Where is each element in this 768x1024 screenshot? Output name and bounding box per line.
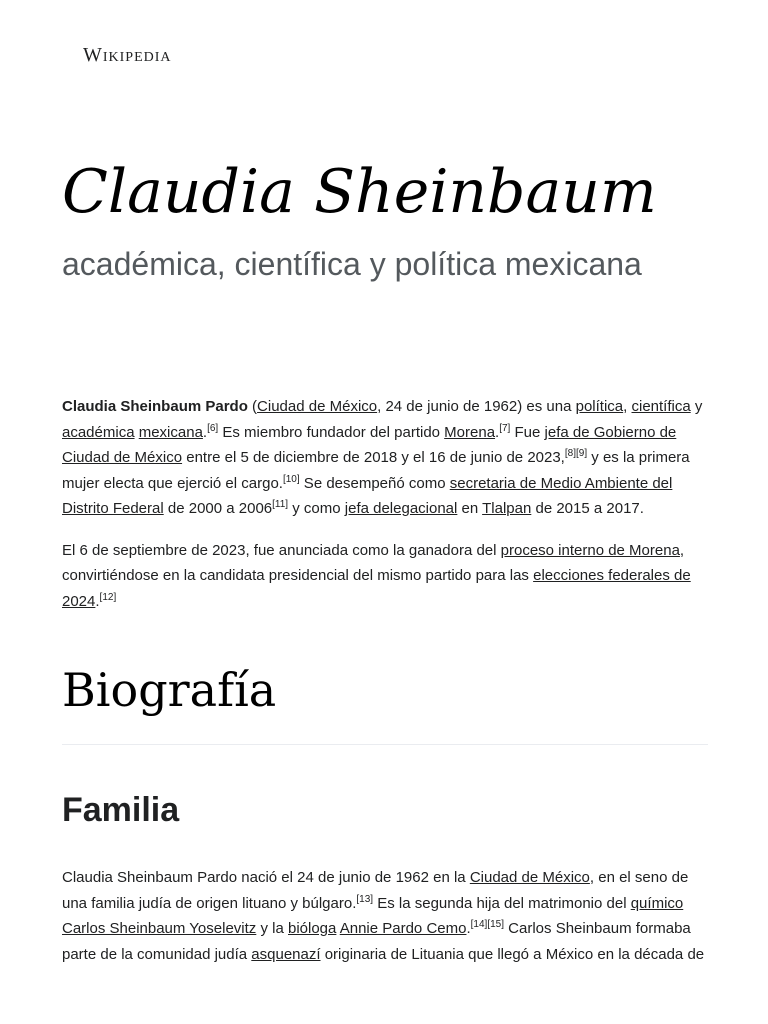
reference-13[interactable]: [13] [356, 893, 374, 905]
intro-paragraph-1: Claudia Sheinbaum Pardo (Ciudad de México, 24 de junio de 1962) es una política, científica y académica mexicana.[6] Es miembro fundador del partido Morena.[7] Fue jefa de Gobierno de Ciudad de México entre el 5 de diciembre de 2018 y el 16 de junio de 2023,[8][9] y es la primera mujer electa que ejerció el cargo.[10] Se desempeñó como secretaria de Medio Ambiente del Distrito Federal de 2000 a 2006[11] y como jefa delegacional en Tlalpan de 2015 a 2017. [62, 398, 703, 517]
link-politica[interactable]: política [575, 398, 624, 415]
link-proceso-interno-morena[interactable]: proceso interno de Morena [500, 541, 680, 559]
familia-paragraph-1: Claudia Sheinbaum Pardo nació el 24 de junio de 1962 en la Ciudad de México, en el seno de una familia judía de origen lituano y búlgaro.[13] Es la segunda hija del matrimonio del químico Carlos Sheinbaum Yoselevitz y la bióloga Annie Pardo Cemo.[14][15] Carlos Sheinbaum formaba parte de la comunidad judía asquenazí originaria de Lituania que llegó a México en la década de [62, 869, 705, 963]
reference-9[interactable]: [9] [575, 448, 588, 459]
link-ciudad-de-mexico[interactable]: Ciudad de México [257, 398, 378, 415]
reference-12[interactable]: [12] [99, 591, 117, 603]
link-academica[interactable]: académica [62, 423, 135, 441]
reference-8[interactable]: [8] [564, 448, 576, 459]
subject-name: Claudia Sheinbaum Pardo [62, 398, 248, 415]
reference-14[interactable]: [14] [470, 919, 488, 930]
link-ciudad-de-mexico-2[interactable]: Ciudad de México [469, 869, 590, 886]
reference-10[interactable]: [10] [282, 473, 300, 485]
page-title: Claudia Sheinbaum [62, 157, 657, 227]
reference-15[interactable]: [15] [487, 919, 505, 930]
wikipedia-logo[interactable]: Wikipedia [83, 44, 172, 66]
link-biologa[interactable]: bióloga [287, 920, 337, 937]
link-morena[interactable]: Morena [444, 423, 496, 441]
link-annie-pardo-cemo[interactable]: Annie Pardo Cemo [339, 920, 467, 937]
reference-11[interactable]: [11] [272, 499, 289, 510]
reference-7[interactable]: [7] [499, 422, 511, 434]
link-mexicana[interactable]: mexicana [138, 423, 203, 441]
link-carlos-sheinbaum[interactable]: Carlos Sheinbaum Yoselevitz [62, 920, 257, 937]
link-elecciones-federales-2024[interactable]: elecciones federales de 2024 [62, 567, 691, 610]
link-tlalpan[interactable]: Tlalpan [482, 500, 532, 517]
subsection-heading-familia: Familia [62, 791, 180, 829]
link-jefa-delegacional[interactable]: jefa delegacional [344, 500, 458, 517]
link-quimico[interactable]: químico [630, 894, 684, 912]
link-cientifica[interactable]: científica [631, 398, 691, 415]
intro-paragraph-2: El 6 de septiembre de 2023, fue anunciada como la ganadora del proceso interno de Morena, convirtiéndose en la candidata presidencial del mismo partido para las elecciones federales de 2024.[12] [62, 541, 691, 610]
link-asquenazi[interactable]: asquenazí [251, 945, 321, 963]
section-heading-biografia: Biografía [62, 614, 708, 745]
reference-6[interactable]: [6] [207, 422, 219, 434]
link-secretaria-medio-ambiente[interactable]: secretaria de Medio Ambiente del Distrito Federal [62, 474, 673, 517]
article-content [62, 394, 708, 967]
link-jefa-de-gobierno[interactable]: jefa de Gobierno de Ciudad de México [62, 423, 677, 466]
page-subtitle: académica, científica y política mexicana [62, 246, 642, 282]
